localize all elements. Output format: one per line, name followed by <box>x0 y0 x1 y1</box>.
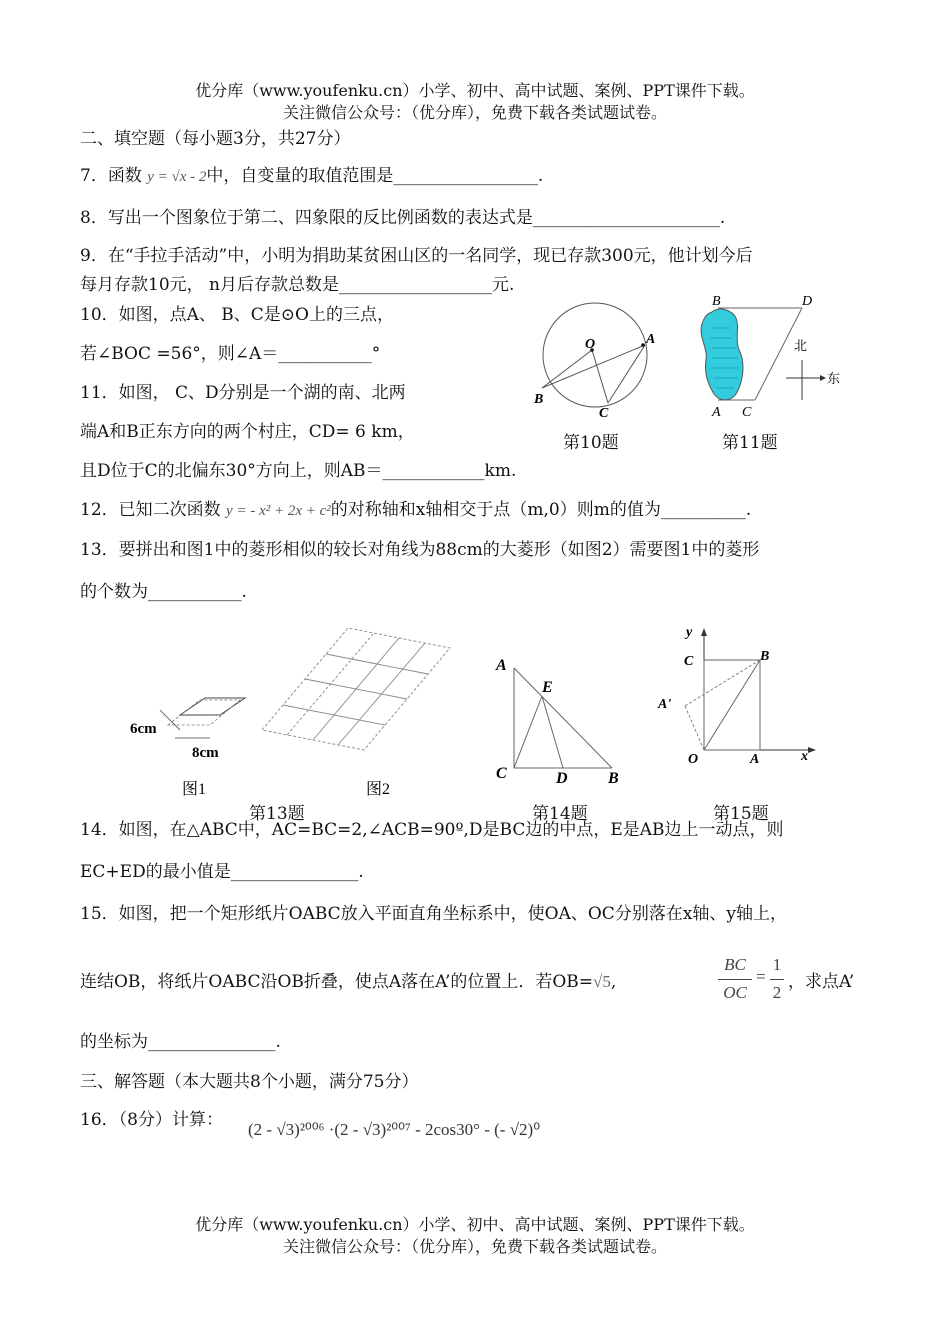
question-9-line-2: 每月存款10元， n月后存款总数是__________________元. <box>80 275 515 295</box>
fig11-label-a: A <box>712 405 721 420</box>
question-12 <box>80 495 751 520</box>
question-11-line-2: 端A和B正东方向的两个村庄，CD= 6 km， <box>80 422 415 442</box>
header-line-1: 优分库（www.youfenku.cn）小学、初中、高中试题、案例、PPT课件下载。 <box>195 81 755 100</box>
q15-sqrt5: √5 <box>593 972 611 991</box>
q15-fraction-bar <box>718 979 752 980</box>
q15-equals: = <box>756 967 766 986</box>
question-11-line-1: 11．如图， C、D分别是一个湖的南、北两 <box>80 383 406 403</box>
q15-half-num: 1 <box>772 955 782 974</box>
figure-13 <box>120 620 470 805</box>
q15-fraction-num: BC <box>724 955 746 974</box>
fig11-east: 东 <box>827 371 841 386</box>
fig13-fig1-label: 图1 <box>182 781 207 798</box>
section-2-title: 二、填空题（每小题3分，共27分） <box>80 129 351 149</box>
question-10-line-1: 10．如图，点A、 B、C是⊙O上的三点， <box>80 305 394 325</box>
q15-fraction-den: OC <box>723 983 747 1002</box>
figure-15-caption: 第15题 <box>713 804 769 824</box>
fig15-label-o: O <box>688 752 699 767</box>
fig15-label-x: x <box>801 749 808 764</box>
fig14-label-a: A <box>496 657 507 674</box>
figure-11-lake <box>690 288 850 428</box>
fig15-label-b: B <box>760 649 770 664</box>
q15-line2-a: 连结OB，将纸片OABC沿OB折叠，使点A落在A’的位置上．若OB= <box>80 972 594 992</box>
fig11-label-c: C <box>742 405 752 420</box>
fig15-label-y: y <box>686 625 693 640</box>
q7-rest: 中，自变量的取值范围是_________________. <box>206 166 544 186</box>
fig14-label-c: C <box>496 765 507 782</box>
fig14-label-e: E <box>542 679 553 696</box>
figure-14-caption: 第14题 <box>532 804 588 824</box>
footer-line-2: 关注微信公众号：（优分库），免费下载各类试题试卷。 <box>282 1237 667 1256</box>
fig13-label-8cm: 8cm <box>192 745 219 761</box>
figure-10-circle <box>530 295 670 425</box>
footer-line-1: 优分库（www.youfenku.cn）小学、初中、高中试题、案例、PPT课件下载。 <box>195 1215 755 1234</box>
question-9-line-1: 9．在“手拉手活动”中，小明为捐助某贫困山区的一名同学，现已存款300元，他计划今后 <box>80 246 753 266</box>
figure-10-caption: 第10题 <box>563 433 619 453</box>
figure-13-caption: 第13题 <box>249 804 305 824</box>
fig10-label-o: O <box>585 337 596 352</box>
q12-pre: 12．已知二次函数 <box>80 500 221 520</box>
fig15-label-c: C <box>684 654 694 669</box>
fig10-label-b: B <box>534 392 544 407</box>
q15-line2-b: ，求点A’ <box>788 972 855 992</box>
fig10-label-a: A <box>646 332 656 347</box>
question-7 <box>80 161 543 186</box>
question-16-label: 16．（8分）计算： <box>80 1110 223 1130</box>
figure-11-caption: 第11题 <box>722 433 778 453</box>
fig11-north: 北 <box>794 338 808 353</box>
fig11-label-b: B <box>712 294 721 309</box>
question-15-line-2: 连结OB，将纸片OABC沿OB折叠，使点A落在A’的位置上．若OB=√5, <box>80 972 617 992</box>
figure-15-coordinates <box>650 620 820 775</box>
question-14-line-1: 14．如图，在△ABC中，AC=BC=2,∠ACB=90º,D是BC边的中点，E是AB边上一动点，则 <box>80 820 784 840</box>
q12-formula: y = - x² + 2x + c² <box>226 503 331 519</box>
figure-14-triangle <box>490 650 630 795</box>
q7-number: 7．函数 <box>80 166 142 186</box>
question-15-line-3: 的坐标为_______________. <box>80 1032 281 1052</box>
fig11-label-d: D <box>802 294 813 309</box>
q7-formula: y = √x - 2 <box>147 169 207 185</box>
question-15-line-1: 15．如图，把一个矩形纸片OABC放入平面直角坐标系中，使OA、OC分别落在x轴、y轴上， <box>80 904 788 924</box>
fig15-label-a: A <box>750 752 760 767</box>
question-16-formula: (2 - √3)²⁰⁰⁶ ·(2 - √3)²⁰⁰⁷ - 2cos30° - (- √2)⁰ <box>248 1120 541 1139</box>
question-13-line-1: 13．要拼出和图1中的菱形相似的较长对角线为88cm的大菱形（如图2）需要图1中的菱形 <box>80 540 760 560</box>
header-line-2: 关注微信公众号：（优分库），免费下载各类试题试卷。 <box>282 103 667 122</box>
question-11-line-3: 且D位于C的北偏东30°方向上，则AB＝____________km. <box>80 461 517 481</box>
fig10-label-c: C <box>599 406 609 421</box>
section-3-title: 三、解答题（本大题共8个小题，满分75分） <box>80 1072 419 1092</box>
fig11-lake-shape <box>701 309 743 400</box>
question-14-line-2: EC+ED的最小值是_______________. <box>80 862 364 882</box>
q12-post: 的对称轴和x轴相交于点（m,0）则m的值为__________. <box>330 500 752 520</box>
question-8: 8．写出一个图象位于第二、四象限的反比例函数的表达式是______________________. <box>80 208 726 228</box>
q15-half-den: 2 <box>772 983 782 1002</box>
question-10-line-2: 若∠BOC =56°，则∠A＝___________° <box>80 344 381 364</box>
fig15-label-a-prime: A' <box>658 697 672 712</box>
fig13-label-6cm: 6cm <box>130 721 157 737</box>
q15-half-bar <box>770 979 784 980</box>
question-13-line-2: 的个数为___________. <box>80 582 247 602</box>
fig14-label-b: B <box>608 770 619 787</box>
fig13-fig2-label: 图2 <box>366 781 391 798</box>
fig14-label-d: D <box>556 770 568 787</box>
